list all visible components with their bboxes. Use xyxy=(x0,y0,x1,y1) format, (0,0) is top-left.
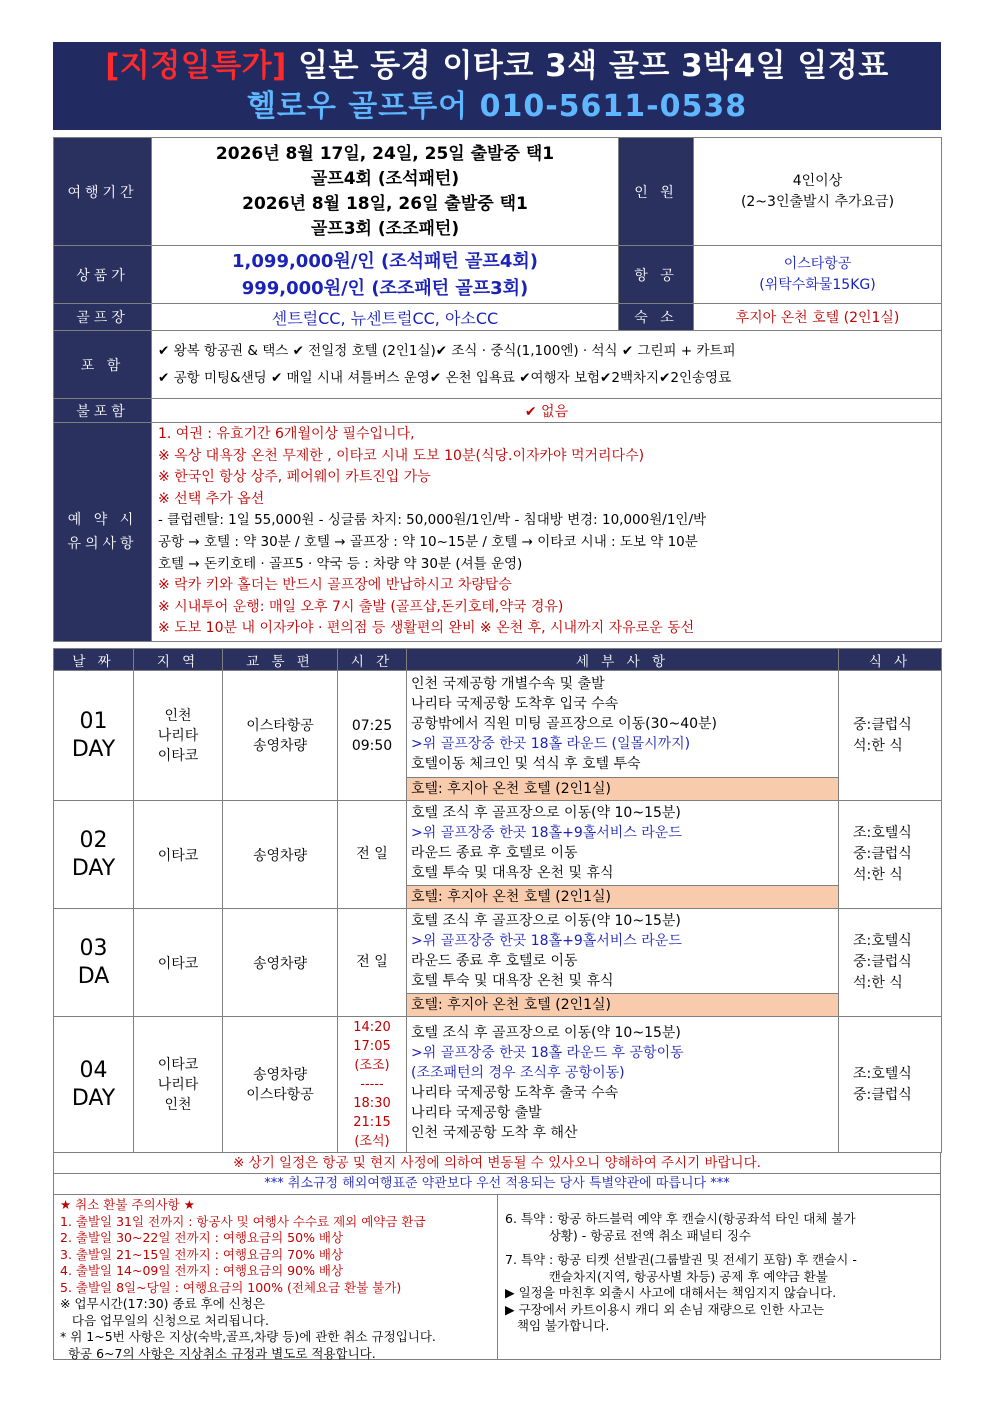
detail-line: 나리타 국제공항 도착후 입국 수속 xyxy=(411,696,619,712)
special-line: 상황) - 항공료 전액 취소 패널티 징수 xyxy=(505,1227,751,1243)
time-cell xyxy=(338,1017,407,1153)
exclude-value: ✔ 없음 xyxy=(152,399,942,423)
detail-line: >위 골프장중 한곳 18홀 라운드 (일몰시까지) xyxy=(411,736,691,752)
header-time: 시 간 xyxy=(338,649,407,671)
note-line: 공항 → 호텔 : 약 30분 / 호텔 → 골프장 : 약 10~15분 / 호텔 → 이타코 시내 : 도보 약 10분 xyxy=(158,534,698,550)
cancel-line: 2. 출발일 30~22일 전까지 : 여행요금의 50% 배상 xyxy=(60,1230,344,1245)
detail-line: 나리타 국제공항 도착후 출국 수속 xyxy=(411,1085,619,1101)
time-cell: 전 일 xyxy=(338,909,407,1017)
hotel-bar: 호텔: 후지아 온천 호텔 (2인1실) xyxy=(407,993,838,1016)
cancel-rules-left xyxy=(54,1195,498,1359)
period-line: 골프4회 (조석패턴) xyxy=(310,168,460,189)
note-line: ※ 시내투어 운행: 매일 오후 7시 출발 (골프샵,돈키호테,약국 경유) xyxy=(158,598,564,615)
meal-line: 중:클럽식 xyxy=(853,1086,912,1103)
header-region: 지 역 xyxy=(134,649,223,671)
day-cell xyxy=(54,801,134,909)
cancel-line: 4. 출발일 14~09일 전까지 : 여행요금의 90% 배상 xyxy=(60,1263,344,1278)
include-label: 포 함 xyxy=(54,331,152,399)
exclude-label: 불포함 xyxy=(54,399,152,423)
notes-label xyxy=(54,423,152,642)
schedule-row xyxy=(54,801,942,909)
detail-line: 라운드 종료 후 호텔로 이동 xyxy=(411,953,578,969)
header-meals: 식 사 xyxy=(839,649,942,671)
meal-line: 석:한 식 xyxy=(853,867,903,883)
include-line: ✔ 왕복 항공권 & 택스 ✔ 전일정 호텔 (2인1실)✔ 조식 · 중식(1,100엔) · 석식 ✔ 그린피 + 카트피 xyxy=(158,342,736,359)
page-header xyxy=(53,42,941,130)
hotel-bar: 호텔: 후지아 온천 호텔 (2인1실) xyxy=(407,777,838,800)
detail-line: 호텔 투숙 및 대욕장 온천 및 휴식 xyxy=(411,865,614,881)
time-line: ----- xyxy=(360,1077,384,1092)
region-cell: 이타코 xyxy=(134,909,223,1017)
price-line: 999,000원/인 (조조패턴 골프3회) xyxy=(241,277,529,299)
time-line: 09:50 xyxy=(351,737,393,754)
region-line: 나리타 xyxy=(157,727,199,744)
transport-line: 송영차량 xyxy=(252,1066,308,1083)
special-line xyxy=(505,1244,934,1252)
info-table xyxy=(53,137,942,642)
cancel-policy-box xyxy=(53,1194,941,1360)
cancel-line: 3. 출발일 21~15일 전까지 : 여행요금의 70% 배상 xyxy=(60,1246,344,1262)
detail-line: 인천 국제공항 개별수속 및 출발 xyxy=(411,676,605,692)
period-line: 2026년 8월 17일, 24일, 25일 출발중 택1 xyxy=(215,143,555,164)
detail-line: 라운드 종료 후 호텔로 이동 xyxy=(411,845,578,861)
cancel-line: ★ 취소 환불 주의사항 ★ xyxy=(60,1197,195,1212)
time-line: 18:30 xyxy=(353,1096,391,1111)
note-line: - 클럽렌탈: 1일 55,000원 - 싱글룸 차지: 50,000원/1인/박 - 침대방 변경: 10,000원/1인/박 xyxy=(158,512,707,529)
period-line: 골프3회 (조조패턴) xyxy=(310,218,460,239)
day-cell xyxy=(54,671,134,801)
special-line: 7. 특약 : 항공 티켓 선발권(그룹발권 및 전세기 포함) 후 캔슬시 - xyxy=(505,1252,857,1267)
details-cell xyxy=(407,1017,839,1153)
header-date: 날 짜 xyxy=(54,649,134,671)
meal-cell xyxy=(839,1017,942,1153)
transport-line: 이스타항공 xyxy=(246,717,314,734)
schedule-row xyxy=(54,909,942,1017)
region-cell xyxy=(134,671,223,801)
price-label: 상품가 xyxy=(54,246,152,304)
meal-cell xyxy=(839,909,942,1017)
page-subtitle: 헬로우 골프투어 010-5611-0538 xyxy=(246,89,748,124)
day-cell xyxy=(54,909,134,1017)
detail-line: 호텔 조식 후 골프장으로 이동(약 10~15분) xyxy=(411,1025,681,1041)
detail-line: >위 골프장중 한곳 18홀 라운드 후 공항이동 xyxy=(411,1045,684,1061)
region-line: 나리타 xyxy=(157,1076,199,1093)
note-line: ※ 옥상 대욕장 온천 무제한 , 이타코 시내 도보 10분(식당.이자카야 먹거리다수) xyxy=(158,447,645,464)
region-line: 이타코 xyxy=(157,1056,199,1073)
special-line: ▶ 일정을 마친후 외출시 사고에 대해서는 책임지지 않습니다. xyxy=(505,1285,837,1300)
day-number: 01 xyxy=(79,708,108,734)
air-value xyxy=(694,246,942,304)
day-word: DAY xyxy=(71,855,116,881)
cancel-line: 5. 출발일 8일~당일 : 여행요금의 100% (전체요금 환불 불가) xyxy=(60,1279,402,1295)
details-cell xyxy=(407,801,839,909)
transport-cell: 송영차량 xyxy=(223,909,338,1017)
day-number: 02 xyxy=(79,827,108,853)
meal-line: 중:클럽식 xyxy=(853,716,912,733)
schedule-row xyxy=(54,1017,942,1153)
header-transport: 교 통 편 xyxy=(223,649,338,671)
time-line: 07:25 xyxy=(351,717,393,734)
transport-cell: 송영차량 xyxy=(223,801,338,909)
note-line: ※ 선택 추가 옵션 xyxy=(158,490,265,507)
details-cell xyxy=(407,909,839,1017)
meal-line: 석:한 식 xyxy=(853,737,903,754)
detail-line: 나리타 국제공항 출발 xyxy=(411,1105,542,1121)
cancel-line: ※ 업무시간(17:30) 종료 후에 신청은 xyxy=(60,1296,265,1311)
detail-line: >위 골프장중 한곳 18홀+9홀서비스 라운드 xyxy=(411,825,682,841)
special-line: 캔슬차지(지역, 항공사별 차등) 공제 후 예약금 환불 xyxy=(505,1268,828,1284)
schedule-header-row xyxy=(54,649,942,671)
cancel-line: 1. 출발일 31일 전까지 : 항공사 및 여행사 수수료 제외 예약금 환급 xyxy=(60,1213,426,1229)
cancel-rules-right xyxy=(499,1195,940,1359)
time-line: 14:20 xyxy=(353,1020,391,1035)
notes-label-line: 예 약 시 xyxy=(67,512,138,528)
cancel-policy-notice: *** 취소규정 해외여행표준 약관보다 우선 적용되는 당사 특별약관에 따릅니다 *** xyxy=(53,1173,941,1195)
note-line: ※ 락카 키와 홀더는 반드시 골프장에 반납하시고 차량탑승 xyxy=(158,577,512,594)
region-line: 인천 xyxy=(164,1096,192,1113)
stay-label: 숙 소 xyxy=(619,304,694,331)
detail-line: 호텔 조식 후 골프장으로 이동(약 10~15분) xyxy=(411,805,681,821)
schedule-change-notice: ※ 상기 일정은 항공 및 현지 사정에 의하여 변동될 수 있사오니 양해하여 주시기 바랍니다. xyxy=(53,1152,941,1174)
day-word: DAY xyxy=(71,1085,116,1111)
meal-cell xyxy=(839,801,942,909)
detail-line: 인천 국제공항 도착 후 해산 xyxy=(411,1125,578,1141)
include-value xyxy=(152,331,942,399)
stay-value: 후지아 온천 호텔 (2인1실) xyxy=(694,304,942,331)
meal-line: 중:클럽식 xyxy=(853,954,912,970)
hotel-bar: 호텔: 후지아 온천 호텔 (2인1실) xyxy=(407,885,838,908)
special-tag: [지정일특가] xyxy=(105,48,287,84)
time-line: 17:05 xyxy=(353,1039,391,1054)
detail-line: 호텔이동 체크인 및 석식 후 호텔 투숙 xyxy=(411,756,641,772)
golf-label: 골프장 xyxy=(54,304,152,331)
day-cell xyxy=(54,1017,134,1153)
title-text: 일본 동경 이타코 3색 골프 3박4일 일정표 xyxy=(286,48,889,84)
day-word: DAY xyxy=(71,736,116,762)
header-details: 세 부 사 항 xyxy=(407,649,839,671)
cancel-line: 다음 업무일의 신청으로 처리됩니다. xyxy=(60,1312,269,1328)
people-value xyxy=(694,138,942,246)
meal-line: 석:한 식 xyxy=(853,975,903,991)
air-line: (위탁수화물15KG) xyxy=(759,276,876,293)
detail-line: (조조패턴의 경우 조식후 공항이동) xyxy=(411,1065,625,1081)
day-number: 04 xyxy=(79,1057,108,1083)
people-line: 4인이상 xyxy=(792,172,843,189)
people-label: 인 원 xyxy=(619,138,694,246)
period-line: 2026년 8월 18일, 26일 출발중 택1 xyxy=(242,193,528,214)
transport-line: 송영차량 xyxy=(252,737,308,754)
cancel-line: * 위 1~5번 사항은 지상(숙박,골프,차량 등)에 관한 취소 규정입니다. xyxy=(60,1329,436,1344)
details-cell xyxy=(407,671,839,801)
time-line: (조조) xyxy=(354,1058,390,1073)
detail-line: 호텔 조식 후 골프장으로 이동(약 10~15분) xyxy=(411,913,681,929)
meal-line: 조:호텔식 xyxy=(853,933,912,949)
price-value xyxy=(152,246,619,304)
note-line: ※ 도보 10분 내 이자카야 · 편의점 등 생활편의 완비 ※ 온천 후, 시내까지 자유로운 동선 xyxy=(158,620,695,637)
transport-line: 이스타항공 xyxy=(246,1086,314,1103)
period-value xyxy=(152,138,619,246)
transport-cell xyxy=(223,671,338,801)
people-line: (2~3인출발시 추가요금) xyxy=(740,193,895,210)
schedule-table xyxy=(53,648,942,1153)
detail-line: 공항밖에서 직원 미팅 골프장으로 이동(30~40분) xyxy=(411,716,717,732)
day-word: DA xyxy=(77,963,110,989)
day-number: 03 xyxy=(79,935,108,961)
golf-value: 센트럴CC, 뉴센트럴CC, 아소CC xyxy=(152,304,619,331)
time-cell: 전 일 xyxy=(338,801,407,909)
time-line: (조석) xyxy=(354,1134,390,1149)
special-line: 6. 특약 : 항공 하드블럭 예약 후 캔슬시(항공좌석 타인 대체 불가 xyxy=(505,1211,856,1226)
schedule-row xyxy=(54,671,942,801)
time-line: 21:15 xyxy=(353,1115,391,1130)
air-line: 이스타항공 xyxy=(783,255,852,272)
notes-label-line: 유의사항 xyxy=(67,536,138,552)
air-label: 항 공 xyxy=(619,246,694,304)
region-line: 인천 xyxy=(164,707,192,724)
special-line: ▶ 구장에서 카트이용시 캐디 외 손님 재량으로 인한 사고는 xyxy=(505,1301,825,1317)
region-cell xyxy=(134,1017,223,1153)
meal-cell xyxy=(839,671,942,801)
page-title xyxy=(53,42,941,90)
special-line: 책임 불가합니다. xyxy=(505,1318,610,1333)
region-cell: 이타코 xyxy=(134,801,223,909)
meal-line: 중:클럽식 xyxy=(853,846,912,862)
include-line: ✔ 공항 미팅&샌딩 ✔ 매일 시내 셔틀버스 운영✔ 온천 입욕료 ✔여행자 보험✔2백차지✔2인송영료 xyxy=(158,369,732,386)
meal-line: 조:호텔식 xyxy=(853,1065,912,1082)
region-line: 이타코 xyxy=(157,747,199,764)
cancel-line: 항공 6~7의 사항은 지상취소 규정과 별도로 적용합니다. xyxy=(60,1345,376,1361)
note-line: ※ 한국인 항상 상주, 페어웨이 카트진입 가능 xyxy=(158,469,431,486)
price-line: 1,099,000원/인 (조석패턴 골프4회) xyxy=(232,250,538,272)
notes-value xyxy=(152,423,942,642)
transport-cell xyxy=(223,1017,338,1153)
meal-line: 조:호텔식 xyxy=(853,825,912,841)
time-cell xyxy=(338,671,407,801)
period-label: 여행기간 xyxy=(54,138,152,246)
detail-line: 호텔 투숙 및 대욕장 온천 및 휴식 xyxy=(411,973,614,989)
note-line: 1. 여권 : 유효기간 6개월이상 필수입니다, xyxy=(158,426,415,443)
note-line: 호텔 → 돈키호테 · 골프5 · 약국 등 : 차량 약 30분 (셔틀 운영) xyxy=(158,555,523,572)
detail-line: >위 골프장중 한곳 18홀+9홀서비스 라운드 xyxy=(411,933,682,949)
